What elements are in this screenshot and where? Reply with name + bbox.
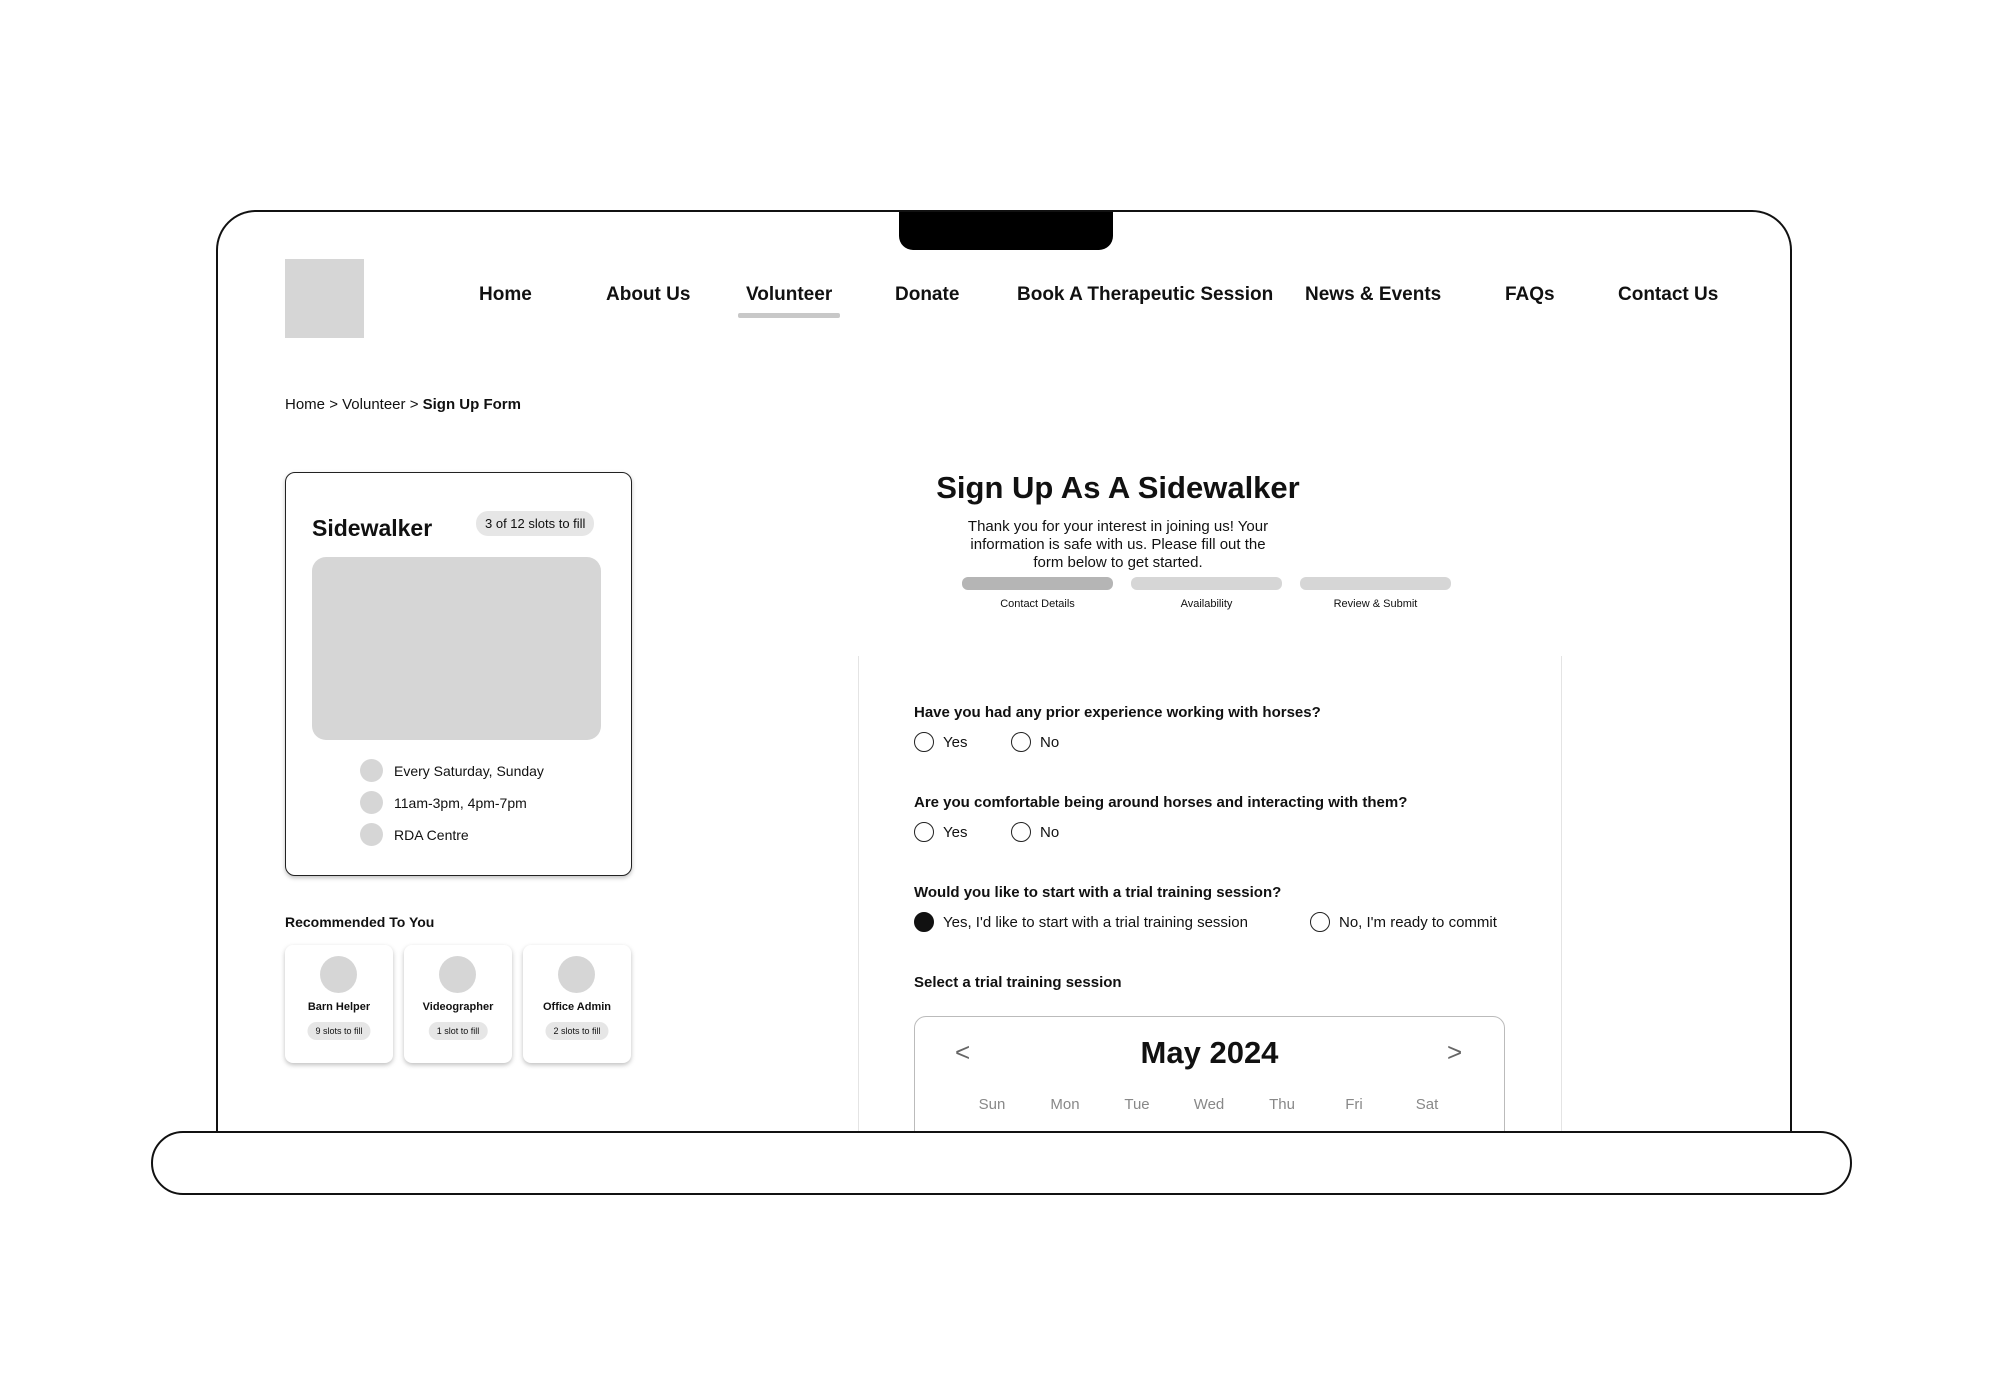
nav-book-session[interactable]: Book A Therapeutic Session [1017, 284, 1274, 305]
radio-button[interactable] [1011, 822, 1031, 842]
radio-label: Yes [943, 823, 968, 841]
form-panel-border-right [1561, 656, 1562, 1133]
nav-volunteer[interactable]: Volunteer [746, 284, 833, 305]
weekday-wed: Wed [1193, 1096, 1225, 1113]
form-panel-border-left [858, 656, 859, 1133]
location-row [360, 823, 469, 846]
radio-button[interactable] [914, 822, 934, 842]
step-label-availability: Availability [1180, 598, 1233, 610]
schedule-row [360, 759, 544, 782]
weekday-sat: Sat [1415, 1096, 1439, 1113]
radio-button-selected[interactable] [914, 912, 934, 932]
recommended-card-barn-helper[interactable] [285, 945, 393, 1063]
form-subtitle: Thank you for your interest in joining us! Your information is safe with us. Please fill out the form below to get started. [967, 518, 1269, 571]
slots-badge: 2 slots to fill [545, 1022, 608, 1040]
radio-button[interactable] [1310, 912, 1330, 932]
question-comfortable-horses: Are you comfortable being around horses and interacting with them? [914, 794, 1408, 811]
nav-about-us[interactable]: About Us [606, 284, 691, 305]
slots-badge: 9 slots to fill [307, 1022, 370, 1040]
radio-button[interactable] [914, 732, 934, 752]
step-label-contact: Contact Details [1000, 598, 1075, 610]
role-card [285, 472, 632, 876]
nav-home[interactable]: Home [479, 284, 532, 305]
step-label-review: Review & Submit [1333, 598, 1418, 610]
radio-label: No [1040, 733, 1060, 751]
q1-option-yes[interactable] [914, 732, 967, 752]
recommended-title: Recommended To You [285, 914, 435, 930]
weekday-fri: Fri [1345, 1096, 1363, 1113]
breadcrumb-home[interactable]: Home [285, 396, 326, 413]
time-text: 11am-3pm, 4pm-7pm [394, 794, 527, 811]
q3-option-trial[interactable] [914, 912, 1248, 932]
calendar-next-button[interactable]: > [1447, 1037, 1463, 1067]
avatar [320, 956, 357, 993]
laptop-screen [216, 210, 1792, 1133]
radio-label: No [1040, 823, 1060, 841]
radio-label: No, I'm ready to commit [1339, 913, 1497, 931]
avatar [558, 956, 595, 993]
radio-button[interactable] [1011, 732, 1031, 752]
nav-contact-us[interactable]: Contact Us [1618, 284, 1719, 305]
progress-step-contact [962, 577, 1113, 590]
calendar [914, 1016, 1505, 1133]
slots-badge: 3 of 12 slots to fill [476, 511, 594, 536]
nav-donate[interactable]: Donate [895, 284, 960, 305]
calendar-month: May 2024 [1140, 1035, 1279, 1070]
question-trial-session: Would you like to start with a trial training session? [914, 884, 1282, 901]
breadcrumb [285, 396, 521, 413]
progress-step-review [1300, 577, 1451, 590]
recommended-card-office-admin[interactable] [523, 945, 631, 1063]
nav-faqs[interactable]: FAQs [1505, 284, 1555, 305]
q2-option-yes[interactable] [914, 822, 967, 842]
progress-step-availability [1131, 577, 1282, 590]
role-title: Sidewalker [312, 515, 433, 541]
radio-label: Yes [943, 733, 968, 751]
slots-badge: 1 slot to fill [429, 1022, 488, 1040]
site-logo[interactable] [285, 259, 364, 338]
recommended-name: Barn Helper [307, 1001, 371, 1013]
breadcrumb-separator: > [329, 396, 338, 413]
session-select-label: Select a trial training session [914, 974, 1122, 991]
camera-notch [899, 210, 1113, 250]
weekday-thu: Thu [1269, 1096, 1295, 1113]
calendar-prev-button[interactable]: < [955, 1037, 971, 1067]
calendar-icon [360, 759, 383, 782]
recommended-name: Office Admin [542, 1001, 612, 1013]
schedule-text: Every Saturday, Sunday [394, 762, 544, 779]
breadcrumb-current: Sign Up Form [422, 396, 521, 413]
q2-option-no[interactable] [1011, 822, 1059, 842]
laptop-base [151, 1131, 1852, 1195]
weekday-sun: Sun [978, 1096, 1006, 1113]
recommended-card-videographer[interactable] [404, 945, 512, 1063]
breadcrumb-separator: > [409, 396, 419, 413]
recommended-name: Videographer [422, 1001, 494, 1013]
radio-label: Yes, I'd like to start with a trial training session [943, 913, 1248, 931]
q3-option-commit[interactable] [1310, 912, 1497, 932]
role-image-placeholder [312, 557, 601, 740]
avatar [439, 956, 476, 993]
q1-option-no[interactable] [1011, 732, 1059, 752]
location-icon [360, 823, 383, 846]
breadcrumb-volunteer[interactable]: Volunteer [342, 396, 406, 413]
weekday-tue: Tue [1124, 1096, 1150, 1113]
form-title: Sign Up As A Sidewalker [936, 470, 1300, 505]
nav-news-events[interactable]: News & Events [1305, 284, 1442, 305]
time-row [360, 791, 527, 814]
weekday-mon: Mon [1050, 1096, 1080, 1113]
question-prior-experience: Have you had any prior experience working with horses? [914, 704, 1321, 721]
location-text: RDA Centre [394, 826, 469, 843]
clock-icon [360, 791, 383, 814]
